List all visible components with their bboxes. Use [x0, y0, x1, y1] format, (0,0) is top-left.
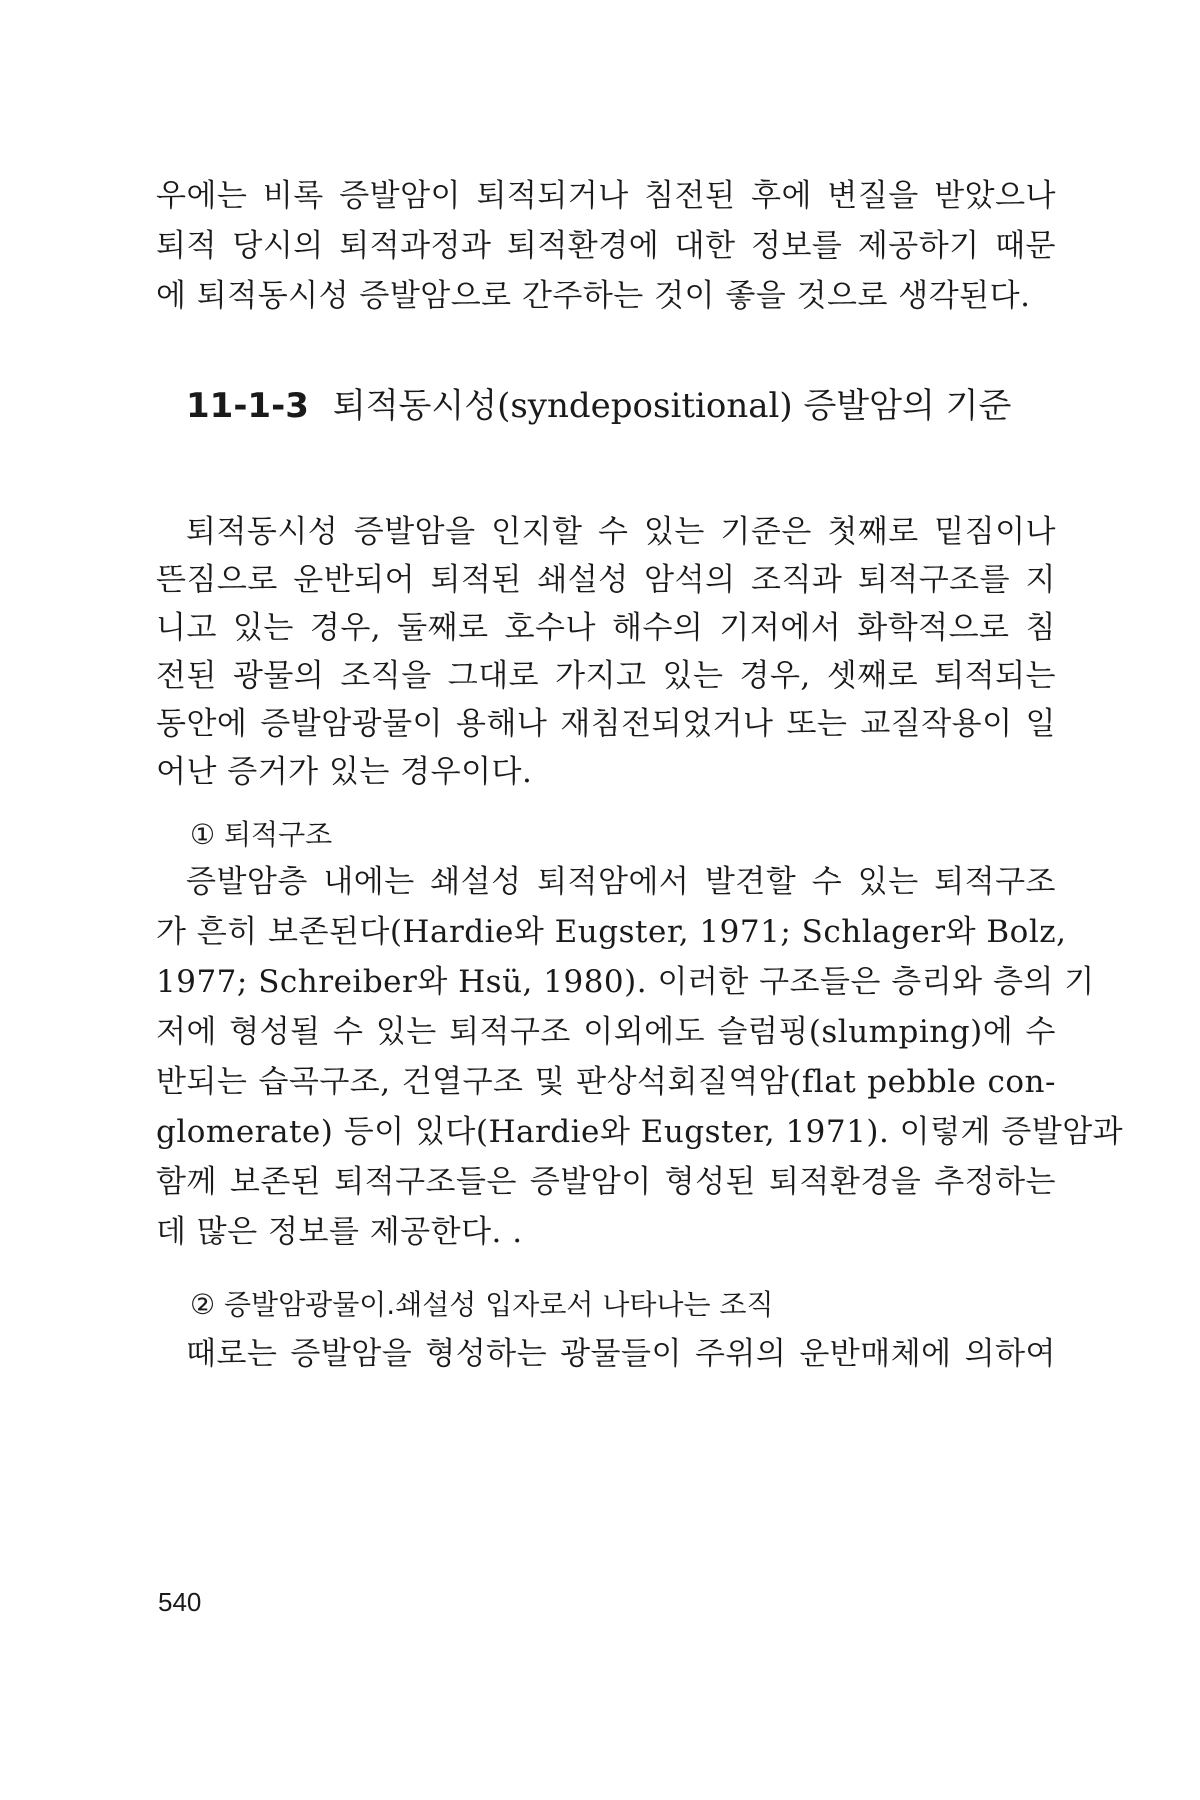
subsection-2-title: ② 증발암광물이.쇄설성 입자로서 나타나는 조직 [190, 1288, 774, 1321]
section-heading [186, 384, 1012, 428]
criteria-line-4: 전된 광물의 조직을 그대로 가지고 있는 경우, 셋째로 퇴적되는 [156, 658, 1056, 694]
section-title: 퇴적동시성(syndepositional) 증발암의 기준 [332, 386, 1012, 426]
criteria-line-5: 동안에 증발암광물이 용해나 재침전되었거나 또는 교질작용이 일 [156, 706, 1056, 742]
subsection-1-line-2: 가 흔히 보존된다(Hardie와 Eugster, 1971; Schlager와 Bolz, [156, 914, 1067, 950]
criteria-line-2: 뜬짐으로 운반되어 퇴적된 쇄설성 암석의 조직과 퇴적구조를 지 [156, 562, 1056, 598]
criteria-line-3: 니고 있는 경우, 둘째로 호수나 해수의 기저에서 화학적으로 침 [156, 610, 1056, 646]
intro-line-3: 에 퇴적동시성 증발암으로 간주하는 것이 좋을 것으로 생각된다. [156, 278, 1031, 314]
page-number: 540 [158, 1587, 202, 1617]
subsection-1-line-4: 저에 형성될 수 있는 퇴적구조 이외에도 슬럼핑(slumping)에 수 [156, 1014, 1056, 1050]
criteria-line-1: 퇴적동시성 증발암을 인지할 수 있는 기준은 첫째로 밑짐이나 [186, 514, 1056, 550]
criteria-line-6: 어난 증거가 있는 경우이다. [156, 754, 533, 790]
subsection-1-line-1: 증발암층 내에는 쇄설성 퇴적암에서 발견할 수 있는 퇴적구조 [186, 864, 1056, 900]
intro-line-1: 우에는 비록 증발암이 퇴적되거나 침전된 후에 변질을 받았으나 [156, 178, 1056, 214]
subsection-2-line-1: 때로는 증발암을 형성하는 광물들이 주위의 운반매체에 의하여 [186, 1336, 1056, 1372]
subsection-1-line-3: 1977; Schreiber와 Hsü, 1980). 이러한 구조들은 층리와 층의 기 [156, 964, 1095, 1000]
intro-line-2: 퇴적 당시의 퇴적과정과 퇴적환경에 대한 정보를 제공하기 때문 [156, 228, 1056, 264]
subsection-1-line-7: 함께 보존된 퇴적구조들은 증발암이 형성된 퇴적환경을 추정하는 [156, 1164, 1056, 1200]
subsection-1-title: ① 퇴적구조 [190, 818, 333, 851]
subsection-1-line-5: 반되는 습곡구조, 건열구조 및 판상석회질역암(flat pebble con- [156, 1064, 1056, 1100]
subsection-1-line-6: glomerate) 등이 있다(Hardie와 Eugster, 1971). 이렇게 증발암과 [156, 1114, 1124, 1150]
section-number: 11-1-3 [186, 386, 309, 426]
subsection-1-line-8: 데 많은 정보를 제공한다. . [156, 1214, 523, 1250]
